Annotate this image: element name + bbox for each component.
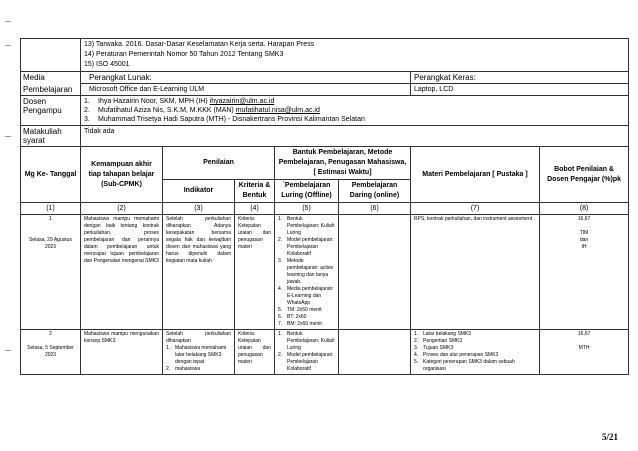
margin-mark [5, 45, 11, 46]
list-item: 5. Kategori penerapan SMK3 dalam sebuah organisasi [414, 359, 515, 372]
offline-list [278, 331, 335, 373]
week-cell: 1 Selasa, 29 Agustus 2023 [21, 215, 81, 330]
media-header-row [21, 72, 629, 84]
list-item: 2. mahasiswa [166, 366, 201, 372]
lecturer-item: 3. Muhammad Trisetya Hadi Saputra (MTH) - Disnakertrans Provinsi Kalimantan Selatan [84, 116, 365, 123]
prerequisite-row [21, 126, 629, 147]
table-row [21, 215, 629, 330]
software-value: Microsoft Office dan E-Learning ULM [81, 84, 411, 96]
margin-mark [5, 136, 11, 137]
lecturer-email-link[interactable]: ihyazairin@ulm.ac.id [209, 98, 275, 105]
list-item: 3. Metode pembelajaran: active learning dan tanya jawab. [278, 258, 334, 285]
criteria-cell: Kriteria: Ketepatan uraian dan penugasan materi [235, 215, 275, 330]
list-item: 4. Media pembelajaran: E-Learning dan WhatsApp [278, 286, 334, 306]
references-row [21, 39, 629, 72]
header-offline: `Pembelajaran Luring (Offline) [275, 180, 339, 203]
header-assessment: Penilaian [163, 147, 275, 180]
hardware-value: Laptop, LCD [411, 84, 629, 96]
week-cell: 2 Selasa, 5 September 2023 [21, 330, 81, 375]
lecturer-item: 2. Mufatihatul Aziza Nis, S.K.M, M.KKK (MAN) mufatihatul.nisa@ulm.ac.id [84, 107, 320, 114]
list-item: 1. Bentuk Pembelajaran: Kuliah Luring [278, 331, 335, 351]
media-label-2: Pembelajaran [21, 84, 81, 96]
margin-mark [5, 350, 11, 351]
offline-cell [275, 215, 339, 330]
weight-cell: 16,67 TIM dan IH [540, 215, 629, 330]
lecturer-list [81, 96, 629, 126]
prerequisite-value: Tidak ada [81, 126, 629, 147]
list-item: 5. TM: 2x50 menit [278, 307, 322, 313]
material-list [414, 331, 536, 373]
list-item: 3. Tujuan SMK3 [414, 345, 454, 351]
weight-cell: 16,67 MTH [540, 330, 629, 375]
list-item: 1. Latar belakang SMK3 [414, 331, 472, 337]
material-cell [411, 330, 540, 375]
list-item: 1. Bentuk Pembelajaran: Kuliah Luring [278, 216, 335, 236]
references-list [81, 39, 629, 72]
offline-list [278, 216, 335, 328]
reference-item: 14) Peraturan Pemerintah Nomor 50 Tahun 2012 Tentang SMK3 [84, 51, 284, 58]
online-cell [339, 215, 411, 330]
schedule-header-row [21, 147, 629, 180]
hardware-header: Perangkat Keras: [411, 72, 629, 84]
list-item: 4. Proses dan alur penerapan SMK3 [414, 352, 499, 358]
criteria-cell: Kriteria: Ketepatan uraian dan penugasan materi [235, 330, 275, 375]
lecturer-email-link[interactable]: mufatihatul.nisa@ulm.ac.id [235, 107, 320, 114]
column-number-row: (1) (2) (3) (4) (5) (6) (7) (8) [21, 203, 629, 215]
prerequisite-label: Matakuliah syarat [21, 126, 81, 147]
indicator-cell: Setelah perkuliahan diharapkan 1. Mahasiswa memahami latar belakang SMK3 dengan tepat 2. mahasiswa [163, 330, 235, 375]
reference-item: 15) ISO 45001 [84, 61, 130, 68]
lecturer-row [21, 96, 629, 126]
table-row [21, 330, 629, 375]
online-cell [339, 330, 411, 375]
header-weight: Bobot Penilaian & Dosen Pengajar (%)pk [540, 147, 629, 203]
cpmk-cell: Mahasiswa mampu memahami dengan baik tentang kontrak perkuliahan, proses pembelajaran dan perannya dalam pembelajaran untuk mencapai tujuan pembelajaran dan Pengenalan mengenai SMK3 [81, 215, 163, 330]
software-header: Perangkat Lunak: [81, 72, 411, 84]
page-number: 5/21 [601, 432, 618, 442]
list-item: 1. Mahasiswa memahami latar belakang SMK3 dengan tepat [166, 345, 227, 365]
indicator-list [166, 345, 231, 373]
offline-cell [275, 330, 339, 375]
material-cell: RPS, kontrak perkuliahan, dan instrument assesment [411, 215, 540, 330]
header-criteria: Kriteria & Bentuk [235, 180, 275, 203]
list-item: 7. BM: 2x60 menit [278, 321, 322, 327]
indicator-cell: Setelah perkuliahan diharapkan Adanya kesepakatan bersama segala hak dan kewajiban dosen dan mahasiswa yang harus dipenuhi dalam kegiatan mata kuliah [163, 215, 235, 330]
reference-item: 13) Tarwaka. 2016. Dasar-Dasar Keselamatan Kerja serta. Harapan Press [84, 41, 315, 48]
header-cpmk: Kemampuan akhir tiap tahapan belajar (Sub-CPMK) [81, 147, 163, 203]
rps-table [20, 38, 629, 375]
media-value-row [21, 84, 629, 96]
margin-mark [5, 21, 11, 22]
lecturer-item: 1. Ihya Hazairin Noor, SKM, MPH (IH) ihyazairin@ulm.ac.id [84, 98, 275, 105]
list-item: 2. Model pembelajaran: Pembelajaran Kolaboratif [278, 237, 334, 257]
header-indicator: Indikator [163, 180, 235, 203]
media-label: Media [21, 72, 81, 84]
header-online: Pembelajaran Daring (online) [339, 180, 411, 203]
header-material: Materi Pembelajaran [ Pustaka ] [411, 147, 540, 203]
cpmk-cell: Mahasiswa mampu menguraikan konsep SMK3. [81, 330, 163, 375]
lecturer-label: Dosen Pengampu [21, 96, 81, 126]
header-methods: Bantuk Pembelajaran, Metode Pembelajaran, Penugasan Mahasiswa, [ Estimasi Waktu] [275, 147, 411, 180]
list-item: 6. BT: 2x60 [278, 314, 307, 320]
list-item: 2. Model pembelajaran: Pembelajaran Kolaboratif [278, 352, 334, 372]
list-item: 2. Pengertian SMK3 [414, 338, 463, 344]
header-week: Mg Ke- Tanggal [21, 147, 81, 203]
